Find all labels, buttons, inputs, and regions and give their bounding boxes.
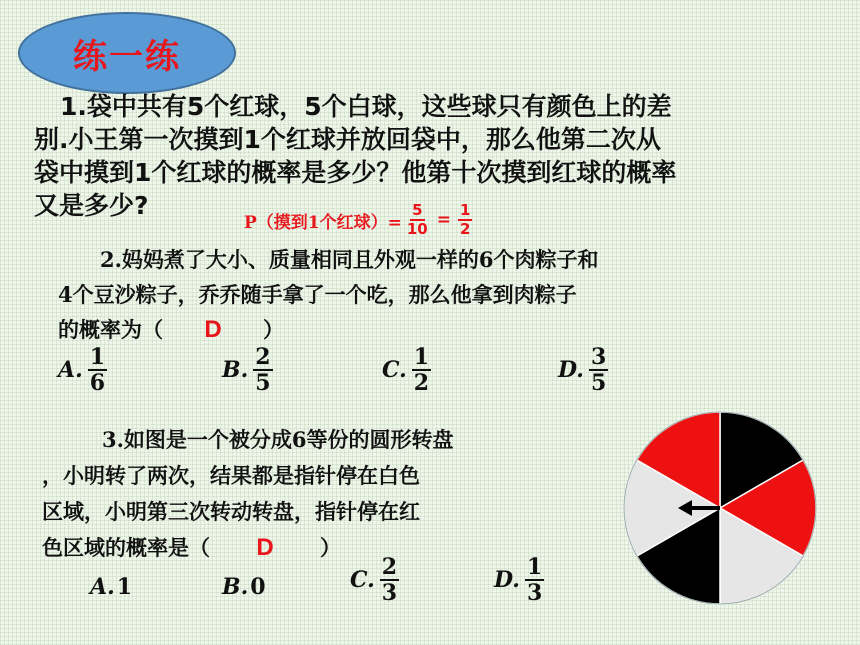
- option-fraction: [525, 556, 544, 604]
- fraction-numerator: 2: [381, 554, 398, 580]
- option-label: A.: [90, 574, 115, 600]
- q2-option-c: [382, 346, 434, 394]
- question-2: [58, 242, 798, 347]
- fraction-denominator: 6: [89, 370, 106, 396]
- option-label: C.: [350, 567, 375, 593]
- option-fraction: [412, 346, 431, 394]
- option-label: B.: [222, 357, 249, 383]
- q3-options: [0, 556, 620, 626]
- fraction-denominator: 3: [381, 580, 398, 606]
- q3-line: 色区域的概率是（: [42, 535, 210, 560]
- q3-option-b: [222, 574, 266, 600]
- q3-option-c: [350, 556, 402, 604]
- option-value: 1: [116, 574, 133, 600]
- q2-close-paren: ）: [263, 317, 284, 342]
- q3-line: 3.如图是一个被分成6等份的圆形转盘: [102, 427, 454, 452]
- q3-option-a: [90, 574, 132, 600]
- q3-answer: D: [256, 534, 274, 561]
- q1-answer-equals: =: [436, 210, 451, 230]
- q2-line: 2.妈妈煮了大小、质量相同且外观一样的6个肉粽子和: [100, 247, 599, 272]
- fraction-numerator: 1: [413, 344, 430, 370]
- option-label: D.: [558, 357, 584, 383]
- q1-line: 别.小王第一次摸到1个红球并放回袋中，那么他第二次从: [34, 125, 661, 154]
- q1-answer-fraction-1: [405, 203, 430, 237]
- option-fraction: [88, 346, 107, 394]
- q1-line: 袋中摸到1个红球的概率是多少？他第十次摸到红球的概率: [34, 158, 677, 187]
- fraction-numerator: 1: [526, 554, 543, 580]
- q2-line-last: [58, 312, 798, 347]
- q1-line: 又是多少?: [34, 191, 149, 220]
- fraction-denominator: 2: [413, 370, 430, 396]
- practice-badge: [18, 12, 236, 94]
- question-3: [42, 422, 622, 566]
- spinner-wheel: [622, 410, 818, 606]
- option-label: A.: [58, 357, 83, 383]
- q2-option-d: [558, 346, 611, 394]
- q3-line: ，小明转了两次，结果都是指针停在白色: [42, 463, 420, 488]
- fraction-denominator: 10: [406, 220, 428, 238]
- q3-line: 区域，小明第三次转动转盘，指针停在红: [42, 499, 420, 524]
- option-fraction: [380, 556, 399, 604]
- option-fraction: [589, 346, 608, 394]
- fraction-denominator: 3: [526, 580, 543, 606]
- q2-option-a: [58, 346, 110, 394]
- q2-answer: D: [204, 316, 222, 343]
- option-label: B.: [222, 574, 249, 600]
- fraction-numerator: 2: [255, 344, 271, 370]
- fraction-numerator: 1: [89, 344, 106, 370]
- q1-answer-prefix: P（摸到1个红球）=: [244, 212, 402, 233]
- q3-option-d: [494, 556, 547, 604]
- badge-title: 练一练: [73, 36, 181, 77]
- q3-close-paren: ）: [320, 535, 341, 560]
- fraction-denominator: 5: [590, 370, 607, 396]
- q2-line: 的概率为（: [58, 317, 163, 342]
- option-label: C.: [382, 357, 407, 383]
- q2-line: 4个豆沙粽子，乔乔随手拿了一个吃，那么他拿到肉粽子: [58, 282, 577, 307]
- q2-options: [0, 346, 860, 410]
- fraction-numerator: 3: [590, 344, 607, 370]
- fraction-numerator: 1: [459, 201, 471, 219]
- q1-answer-fraction-2: [458, 203, 472, 237]
- q2-option-b: [222, 346, 276, 394]
- q1-answer: [244, 198, 475, 242]
- option-label: D.: [494, 567, 520, 593]
- fraction-denominator: 2: [459, 220, 471, 238]
- option-fraction: [253, 346, 272, 394]
- option-value: 0: [250, 574, 266, 600]
- fraction-denominator: 5: [255, 370, 271, 396]
- q1-line: 1.袋中共有5个红球，5个白球，这些球只有颜色上的差: [60, 92, 672, 121]
- fraction-numerator: 5: [412, 201, 423, 219]
